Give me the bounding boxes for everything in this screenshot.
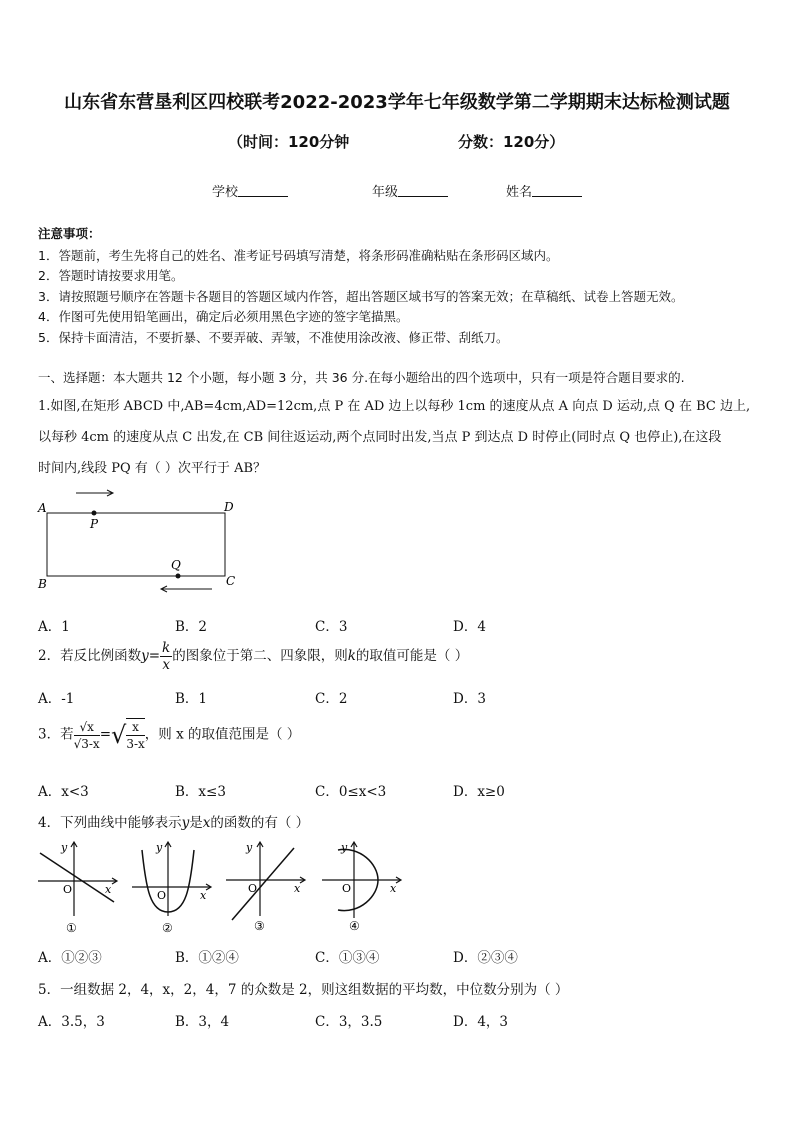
label-q: Q (171, 558, 181, 572)
name-blank (532, 183, 582, 197)
grade-blank (398, 183, 448, 197)
graph-number: ③ (254, 919, 265, 933)
exam-time: （时间：120分钟 (228, 133, 350, 151)
notes-heading: 注意事项： (38, 226, 101, 241)
q1-option-c: C．3 (315, 619, 348, 635)
q4-graph-3 (222, 838, 312, 934)
q3-num1: √x (74, 719, 100, 736)
point-p (92, 511, 97, 516)
label-p: P (90, 517, 99, 531)
q3-option-c: C．0≤x<3 (315, 784, 387, 800)
q3-eq: = (99, 726, 112, 743)
graph-number: ② (162, 921, 173, 934)
q2-y: y (141, 648, 149, 664)
graph-number: ① (66, 921, 77, 934)
q3-fraction-right (126, 718, 144, 752)
note-item: 2．答题时请按要求用笔。 (38, 268, 184, 283)
axis-x-label: x (390, 882, 397, 895)
axis-y-label: y (246, 841, 253, 854)
exam-title: 山东省东营垦利区四校联考2022-2023学年七年级数学第二学期期末达标检测试题 (64, 92, 730, 113)
q4-option-d: D．②③④ (453, 950, 518, 966)
name-field (506, 181, 582, 200)
q1-rectangle-figure (30, 485, 250, 600)
note-item: 3．请按照题号顺序在答题卡各题目的答题区域内作答，超出答题区域书写的答案无效；在草稿纸、试卷上答题无效。 (38, 289, 684, 304)
q4-suffix: 的函数的有（ ） (210, 815, 310, 831)
school-label: 学校 (212, 185, 239, 200)
q4-option-b: B．①②④ (175, 950, 239, 966)
increasing-line (232, 848, 294, 920)
q4-stem (38, 811, 309, 831)
q5-option-b: B．3，4 (175, 1014, 230, 1030)
q2-suffix2: 的取值可能是（ ） (355, 648, 469, 664)
q2-fraction (160, 640, 172, 673)
grade-field (372, 181, 448, 200)
q1-option-b: B．2 (175, 619, 208, 635)
q1-option-d: D．4 (453, 619, 486, 635)
q1-line2: 以每秒 4cm 的速度从点 C 出发,在 CB 间往返运动,两个点同时出发,当点 P 到达点 D 时停止(同时点 Q 也停止),在这段 (38, 430, 722, 445)
note-item: 1．答题前，考生先将自己的姓名、准考证号码填写清楚，将条形码准确粘贴在条形码区域内。 (38, 248, 559, 263)
q3-prefix: 3．若 (38, 726, 74, 743)
q3-option-d: D．x≥0 (453, 784, 505, 800)
grade-label: 年级 (372, 185, 399, 200)
q5-option-d: D．4，3 (453, 1014, 509, 1030)
q3-suffix: ，则 x 的取值范围是（ ） (144, 726, 301, 743)
section-heading: 一、选择题：本大题共 12 个小题，每小题 3 分，共 36 分.在每小题给出的四个选项中，只有一项是符合题目要求的. (38, 370, 685, 385)
axis-y-label: y (156, 841, 163, 854)
label-b: B (38, 577, 47, 591)
q2-option-d: D．3 (453, 691, 486, 707)
axis-y-label: y (341, 841, 348, 854)
note-item: 4．作图可先使用铅笔画出，确定后必须用黑色字迹的签字笔描黑。 (38, 309, 409, 324)
q3-option-a: A．x<3 (38, 784, 89, 800)
exam-score: 分数：120分） (458, 133, 565, 151)
q1-line3: 时间内,线段 PQ 有（ ）次平行于 AB？ (38, 461, 267, 476)
q2-prefix: 2．若反比例函数 (38, 648, 142, 664)
q2-k: k (347, 648, 356, 664)
label-a: A (38, 501, 47, 515)
q4-option-c: C．①③④ (315, 950, 380, 966)
graph-number: ④ (349, 919, 360, 933)
axis-y-label: y (61, 841, 68, 854)
q4-x: x (202, 815, 211, 831)
q3-stem (38, 718, 300, 752)
sqrt-icon: √ (111, 721, 127, 749)
q3-fraction-left (74, 719, 100, 752)
q4-graph-4 (318, 838, 408, 934)
point-q (176, 574, 181, 579)
q4-prefix: 4．下列曲线中能够表示 (38, 815, 182, 831)
note-item: 5．保持卡面清洁，不要折暴、不要弄破、弄皱，不准使用涂改液、修正带、刮纸刀。 (38, 330, 509, 345)
q3-option-b: B．x≤3 (175, 784, 226, 800)
q2-option-c: C．2 (315, 691, 348, 707)
label-d: D (224, 500, 234, 514)
q4-mid: 是 (189, 815, 203, 831)
q5-stem: 5．一组数据 2，4，x，2，4，7 的众数是 2，则这组数据的平均数，中位数分别为（ ） (38, 982, 569, 998)
origin-label: O (63, 883, 73, 896)
q2-eq: = (148, 648, 161, 664)
q4-graph-2 (128, 838, 218, 934)
rectangle-abcd (47, 513, 225, 576)
q3-den2: 3-x (126, 737, 145, 751)
q2-option-b: B．1 (175, 691, 208, 707)
origin-label: O (342, 882, 352, 895)
school-field (212, 181, 288, 200)
q5-option-c: C．3，3.5 (315, 1014, 383, 1030)
q1-option-a: A．1 (38, 619, 70, 635)
school-blank (238, 183, 288, 197)
q3-den1: √3-x (73, 736, 100, 751)
q4-graph-1 (34, 838, 124, 934)
name-label: 姓名 (506, 185, 533, 200)
origin-label: O (157, 889, 167, 902)
q4-y: y (181, 815, 190, 831)
q2-option-a: A．-1 (38, 691, 75, 707)
axis-x-label: x (105, 883, 112, 896)
decreasing-line (40, 853, 114, 902)
origin-label: O (248, 882, 258, 895)
q2-den: x (162, 657, 170, 673)
q4-option-a: A．①②③ (38, 950, 102, 966)
q2-suffix1: 的图象位于第二、四象限，则 (172, 648, 348, 664)
q5-option-a: A．3.5，3 (38, 1014, 105, 1030)
q3-num2: x (126, 719, 144, 736)
q2-num: k (162, 640, 171, 656)
q2-stem (38, 640, 468, 673)
axis-x-label: x (294, 882, 301, 895)
q1-line1: 1.如图,在矩形 ABCD 中,AB=4cm,AD=12cm,点 P 在 AD 边上以每秒 1cm 的速度从点 A 向点 D 运动,点 Q 在 BC 边上, (38, 399, 751, 414)
label-c: C (226, 574, 236, 588)
axis-x-label: x (200, 889, 207, 902)
